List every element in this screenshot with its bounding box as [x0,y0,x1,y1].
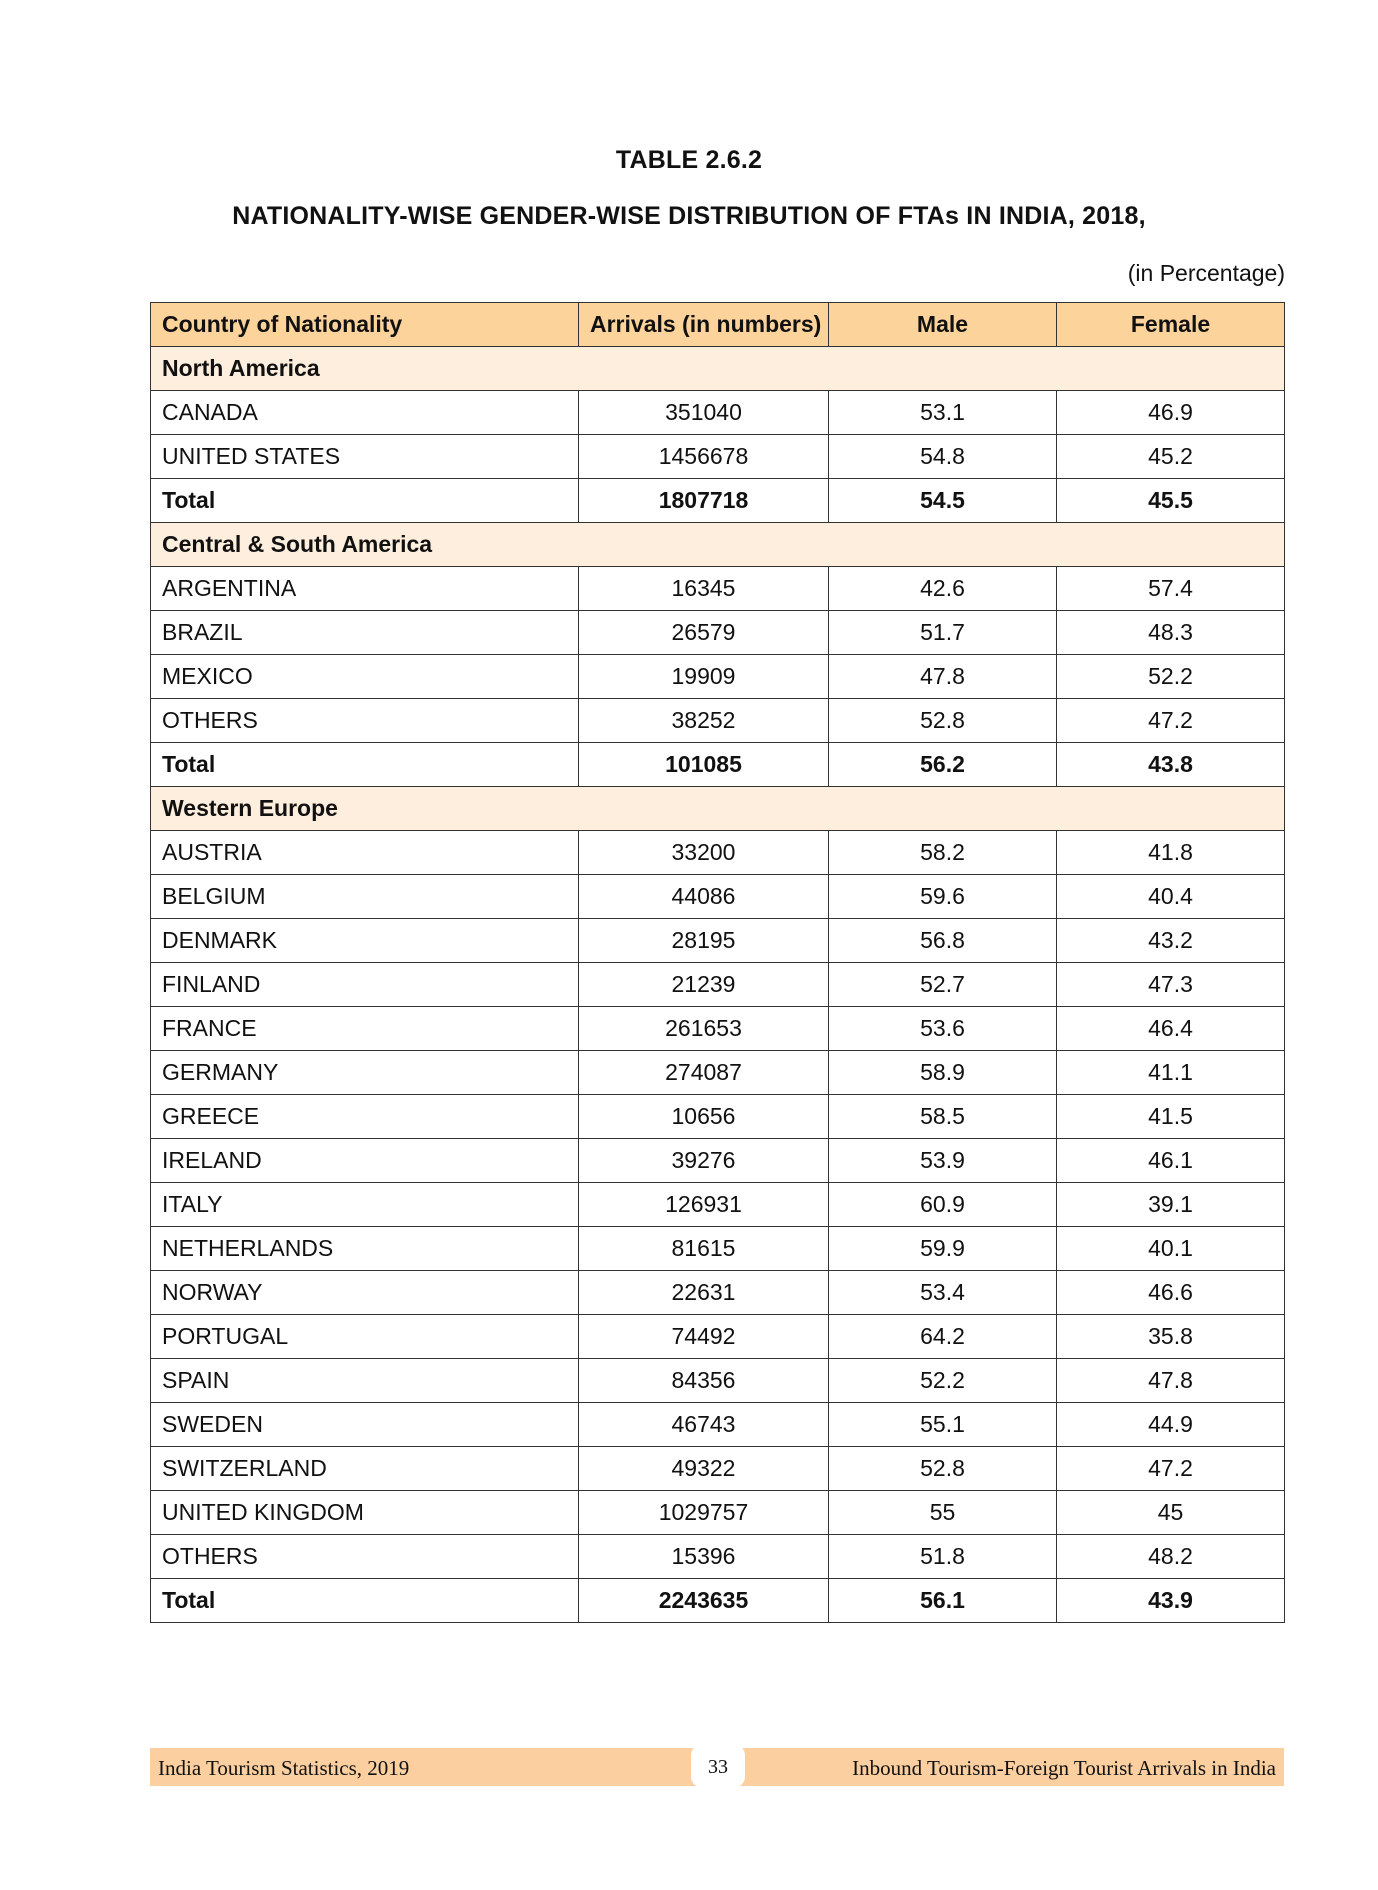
female-cell: 40.4 [1057,875,1285,919]
female-cell: 41.5 [1057,1095,1285,1139]
male-cell: 55 [829,1491,1057,1535]
female-cell: 57.4 [1057,567,1285,611]
male-cell: 55.1 [829,1403,1057,1447]
arrivals-cell: 81615 [579,1227,829,1271]
table-row [151,1403,1285,1447]
female-cell: 41.8 [1057,831,1285,875]
male-cell: 58.5 [829,1095,1057,1139]
total-female: 45.5 [1057,479,1285,523]
table-number: TABLE 2.6.2 [615,146,763,174]
table-row [151,1139,1285,1183]
female-cell: 52.2 [1057,655,1285,699]
total-row [151,743,1285,787]
table-row [151,1315,1285,1359]
data-table [150,302,1285,1623]
male-cell: 59.9 [829,1227,1057,1271]
female-cell: 47.3 [1057,963,1285,1007]
total-male: 56.1 [829,1579,1057,1623]
table-row [151,611,1285,655]
arrivals-cell: 44086 [579,875,829,919]
section-name: North America [151,347,1285,391]
arrivals-cell: 38252 [579,699,829,743]
country-cell: BELGIUM [151,875,579,919]
table-row [151,963,1285,1007]
female-cell: 46.4 [1057,1007,1285,1051]
male-cell: 64.2 [829,1315,1057,1359]
arrivals-cell: 10656 [579,1095,829,1139]
female-cell: 48.2 [1057,1535,1285,1579]
table-row [151,1007,1285,1051]
female-cell: 46.9 [1057,391,1285,435]
female-cell: 45.2 [1057,435,1285,479]
male-cell: 52.2 [829,1359,1057,1403]
male-cell: 60.9 [829,1183,1057,1227]
male-cell: 52.8 [829,699,1057,743]
total-label: Total [151,743,579,787]
country-cell: CANADA [151,391,579,435]
arrivals-cell: 1029757 [579,1491,829,1535]
page-number: 33 [691,1745,745,1787]
male-cell: 53.1 [829,391,1057,435]
female-cell: 47.8 [1057,1359,1285,1403]
total-arrivals: 101085 [579,743,829,787]
female-cell: 48.3 [1057,611,1285,655]
table-row [151,391,1285,435]
total-label: Total [151,1579,579,1623]
table-row [151,1447,1285,1491]
section-row [151,347,1285,391]
header-row [151,303,1285,347]
male-cell: 51.8 [829,1535,1057,1579]
male-cell: 58.2 [829,831,1057,875]
country-cell: ARGENTINA [151,567,579,611]
female-cell: 44.9 [1057,1403,1285,1447]
female-cell: 46.1 [1057,1139,1285,1183]
country-cell: FRANCE [151,1007,579,1051]
male-cell: 53.6 [829,1007,1057,1051]
arrivals-cell: 49322 [579,1447,829,1491]
arrivals-cell: 15396 [579,1535,829,1579]
arrivals-cell: 16345 [579,567,829,611]
male-cell: 53.9 [829,1139,1057,1183]
country-cell: FINLAND [151,963,579,1007]
country-cell: SPAIN [151,1359,579,1403]
country-cell: NORWAY [151,1271,579,1315]
total-male: 54.5 [829,479,1057,523]
table-row [151,1271,1285,1315]
col-header-country: Country of Nationality [151,303,579,347]
arrivals-cell: 19909 [579,655,829,699]
country-cell: UNITED KINGDOM [151,1491,579,1535]
table-row [151,699,1285,743]
arrivals-cell: 1456678 [579,435,829,479]
total-female: 43.8 [1057,743,1285,787]
female-cell: 39.1 [1057,1183,1285,1227]
table-row [151,1227,1285,1271]
arrivals-cell: 351040 [579,391,829,435]
table-row [151,1183,1285,1227]
col-header-male: Male [829,303,1057,347]
country-cell: SWEDEN [151,1403,579,1447]
table-row [151,1095,1285,1139]
country-cell: BRAZIL [151,611,579,655]
female-cell: 40.1 [1057,1227,1285,1271]
male-cell: 58.9 [829,1051,1057,1095]
table-row [151,875,1285,919]
male-cell: 52.7 [829,963,1057,1007]
female-cell: 41.1 [1057,1051,1285,1095]
arrivals-cell: 28195 [579,919,829,963]
country-cell: IRELAND [151,1139,579,1183]
country-cell: ITALY [151,1183,579,1227]
total-label: Total [151,479,579,523]
arrivals-cell: 22631 [579,1271,829,1315]
table-row [151,1535,1285,1579]
male-cell: 56.8 [829,919,1057,963]
section-name: Western Europe [151,787,1285,831]
table-row [151,831,1285,875]
total-row [151,479,1285,523]
female-cell: 47.2 [1057,1447,1285,1491]
country-cell: DENMARK [151,919,579,963]
section-row [151,787,1285,831]
country-cell: OTHERS [151,699,579,743]
country-cell: SWITZERLAND [151,1447,579,1491]
country-cell: GERMANY [151,1051,579,1095]
arrivals-cell: 33200 [579,831,829,875]
female-cell: 46.6 [1057,1271,1285,1315]
arrivals-cell: 46743 [579,1403,829,1447]
country-cell: OTHERS [151,1535,579,1579]
male-cell: 53.4 [829,1271,1057,1315]
female-cell: 35.8 [1057,1315,1285,1359]
male-cell: 54.8 [829,435,1057,479]
female-cell: 45 [1057,1491,1285,1535]
table-row [151,435,1285,479]
male-cell: 51.7 [829,611,1057,655]
total-female: 43.9 [1057,1579,1285,1623]
country-cell: UNITED STATES [151,435,579,479]
col-header-arrivals: Arrivals (in numbers) [579,303,829,347]
total-male: 56.2 [829,743,1057,787]
arrivals-cell: 21239 [579,963,829,1007]
male-cell: 47.8 [829,655,1057,699]
male-cell: 52.8 [829,1447,1057,1491]
footer-chapter: Inbound Tourism-Foreign Tourist Arrivals in India [852,1756,1276,1780]
male-cell: 42.6 [829,567,1057,611]
total-row [151,1579,1285,1623]
table-row [151,919,1285,963]
table-row [151,567,1285,611]
section-row [151,523,1285,567]
female-cell: 43.2 [1057,919,1285,963]
table-row [151,1051,1285,1095]
arrivals-cell: 261653 [579,1007,829,1051]
table-row [151,1491,1285,1535]
total-arrivals: 2243635 [579,1579,829,1623]
total-arrivals: 1807718 [579,479,829,523]
footer-publication: India Tourism Statistics, 2019 [158,1756,410,1780]
arrivals-cell: 26579 [579,611,829,655]
section-name: Central & South America [151,523,1285,567]
arrivals-cell: 39276 [579,1139,829,1183]
arrivals-cell: 74492 [579,1315,829,1359]
arrivals-cell: 274087 [579,1051,829,1095]
country-cell: PORTUGAL [151,1315,579,1359]
col-header-female: Female [1057,303,1285,347]
table-row [151,655,1285,699]
country-cell: MEXICO [151,655,579,699]
country-cell: GREECE [151,1095,579,1139]
female-cell: 47.2 [1057,699,1285,743]
male-cell: 59.6 [829,875,1057,919]
arrivals-cell: 126931 [579,1183,829,1227]
arrivals-cell: 84356 [579,1359,829,1403]
table-row [151,1359,1285,1403]
country-cell: NETHERLANDS [151,1227,579,1271]
page-footer [150,1748,1284,1786]
country-cell: AUSTRIA [151,831,579,875]
unit-note: (in Percentage) [1127,260,1285,286]
table-title: NATIONALITY-WISE GENDER-WISE DISTRIBUTION OF FTAs IN INDIA, 2018, [232,202,1146,230]
